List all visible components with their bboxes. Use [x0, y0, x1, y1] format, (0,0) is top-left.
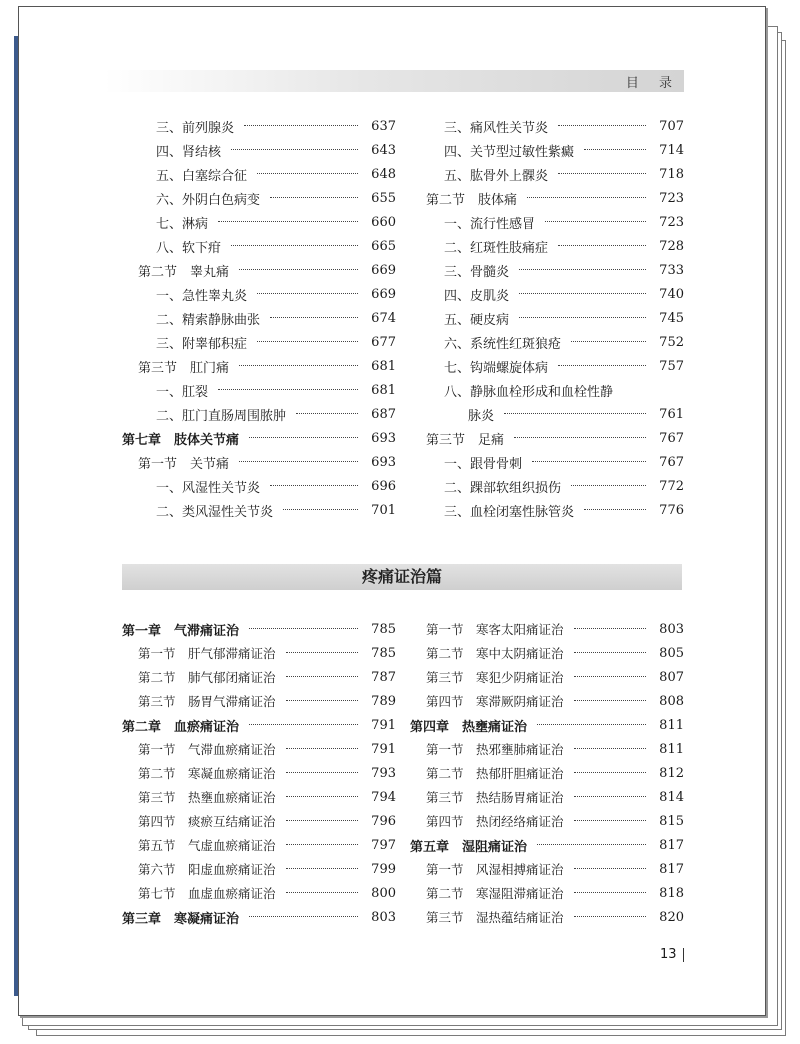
toc-leader-dots [574, 700, 646, 701]
toc-leader-dots [257, 341, 358, 342]
toc-leader-dots [519, 269, 646, 270]
toc-entry-label: 三、附睾郁积症 [156, 336, 248, 352]
toc-entry-label: 第三节 肠胃气滞痛证治 [138, 694, 276, 709]
toc-entry-page: 723 [659, 214, 684, 230]
toc-leader-dots [574, 892, 646, 893]
toc-entry-label: 第一节 关节痛 [138, 456, 230, 472]
toc-entry-label: 五、白塞综合征 [156, 168, 248, 184]
toc-leader-dots [504, 413, 646, 414]
toc-entry-label: 第二节 睾丸痛 [138, 264, 230, 280]
toc-entry [410, 641, 684, 665]
toc-leader-dots [584, 509, 646, 510]
toc-leader-dots [231, 149, 358, 150]
toc-entry-label: 第一节 风湿相搏痛证治 [426, 862, 564, 877]
toc-entry [410, 114, 684, 138]
toc-entry-page: 785 [371, 621, 396, 637]
toc-entry [122, 378, 396, 402]
toc-entry-page: 805 [659, 645, 684, 661]
toc-entry-page: 820 [659, 909, 684, 925]
toc-entry [410, 689, 684, 713]
toc-entry-label: 二、踝部软组织损伤 [444, 480, 562, 496]
toc-entry [122, 282, 396, 306]
toc-entry-page: 793 [371, 765, 396, 781]
toc-entry-label: 四、关节型过敏性紫癜 [444, 144, 575, 160]
toc-entry-label: 八、软下疳 [156, 240, 222, 256]
toc-entry-page: 718 [659, 166, 684, 182]
toc-leader-dots [574, 820, 646, 821]
toc-leader-dots [296, 413, 358, 414]
lower-right-column [410, 617, 684, 929]
toc-leader-dots [527, 197, 646, 198]
toc-entry-page: 669 [371, 286, 396, 302]
toc-entry-label: 第一节 气滞血瘀痛证治 [138, 742, 276, 757]
toc-entry-label: 脉炎 [468, 408, 495, 424]
toc-entry [410, 785, 684, 809]
toc-entry [122, 809, 396, 833]
toc-leader-dots [249, 628, 358, 629]
toc-entry-label: 二、精索静脉曲张 [156, 312, 261, 328]
toc-leader-dots [218, 221, 358, 222]
toc-entry-page: 785 [371, 645, 396, 661]
section-title: 疼痛证治篇 [122, 564, 682, 590]
toc-entry-page: 811 [659, 741, 684, 757]
toc-entry [122, 426, 396, 450]
toc-entry [410, 474, 684, 498]
toc-entry [410, 306, 684, 330]
toc-entry-page: 799 [371, 861, 396, 877]
toc-entry [410, 282, 684, 306]
toc-leader-dots [239, 461, 358, 462]
toc-entry-label: 四、肾结核 [156, 144, 222, 160]
toc-entry [122, 258, 396, 282]
toc-leader-dots [519, 293, 646, 294]
toc-leader-dots [270, 197, 358, 198]
toc-entry-page: 733 [659, 262, 684, 278]
toc-entry [410, 354, 684, 378]
toc-entry-label: 第三节 热壅血瘀痛证治 [138, 790, 276, 805]
toc-entry [410, 881, 684, 905]
toc-entry [122, 689, 396, 713]
toc-entry-label: 一、流行性感冒 [444, 216, 536, 232]
toc-leader-dots [283, 509, 358, 510]
toc-leader-dots [286, 676, 358, 677]
toc-entry [122, 210, 396, 234]
toc-entry-page: 767 [659, 454, 684, 470]
toc-entry [410, 617, 684, 641]
toc-entry-label: 第二节 寒中太阴痛证治 [426, 646, 564, 661]
toc-entry-label: 第二节 寒凝血瘀痛证治 [138, 766, 276, 781]
toc-entry [122, 617, 396, 641]
toc-entry [410, 186, 684, 210]
toc-entry-page: 648 [371, 166, 396, 182]
page-number: 13 [660, 948, 684, 962]
toc-entry [410, 210, 684, 234]
toc-entry-label: 第一节 热邪壅肺痛证治 [426, 742, 564, 757]
toc-entry [122, 905, 396, 929]
toc-entry-label: 五、肱骨外上髁炎 [444, 168, 549, 184]
toc-entry-page: 817 [659, 837, 684, 853]
toc-entry-page: 794 [371, 789, 396, 805]
toc-entry [410, 378, 684, 402]
toc-entry [410, 138, 684, 162]
toc-entry-page: 677 [371, 334, 396, 350]
toc-entry-page: 772 [659, 478, 684, 494]
toc-entry-page: 637 [371, 118, 396, 134]
toc-entry-label: 第三章 寒凝痛证治 [122, 911, 240, 927]
toc-leader-dots [558, 245, 646, 246]
toc-entry-page: 803 [371, 909, 396, 925]
toc-leader-dots [558, 173, 646, 174]
toc-leader-dots [519, 317, 646, 318]
toc-entry-label: 二、类风湿性关节炎 [156, 504, 274, 520]
toc-entry [122, 330, 396, 354]
toc-entry-page: 665 [371, 238, 396, 254]
toc-entry [122, 761, 396, 785]
toc-entry-label: 二、肛门直肠周围脓肿 [156, 408, 287, 424]
toc-entry [122, 737, 396, 761]
toc-leader-dots [270, 317, 358, 318]
toc-leader-dots [532, 461, 646, 462]
toc-entry [410, 450, 684, 474]
toc-leader-dots [537, 724, 646, 725]
toc-entry-label: 第四节 热闭经络痛证治 [426, 814, 564, 829]
toc-entry-page: 687 [371, 406, 396, 422]
toc-entry-page: 740 [659, 286, 684, 302]
toc-entry-page: 800 [371, 885, 396, 901]
toc-entry-page: 757 [659, 358, 684, 374]
toc-entry [410, 498, 684, 522]
toc-entry [410, 905, 684, 929]
toc-entry-page: 643 [371, 142, 396, 158]
toc-entry-label: 八、静脉血栓形成和血栓性静 [444, 384, 614, 400]
toc-leader-dots [257, 173, 358, 174]
toc-entry-label: 三、痛风性关节炎 [444, 120, 549, 136]
toc-entry-label: 三、血栓闭塞性脉管炎 [444, 504, 575, 520]
toc-entry [410, 665, 684, 689]
toc-leader-dots [286, 772, 358, 773]
toc-leader-dots [584, 149, 646, 150]
toc-leader-dots [270, 485, 358, 486]
toc-leader-dots [574, 772, 646, 773]
toc-entry-label: 第七章 肢体关节痛 [122, 432, 240, 448]
toc-entry [122, 785, 396, 809]
toc-entry-page: 655 [371, 190, 396, 206]
toc-entry-label: 第三节 湿热蕴结痛证治 [426, 910, 564, 925]
toc-entry [122, 713, 396, 737]
toc-entry-page: 745 [659, 310, 684, 326]
toc-entry-page: 811 [659, 717, 684, 733]
toc-entry-page: 807 [659, 669, 684, 685]
toc-leader-dots [558, 125, 646, 126]
toc-entry-label: 一、肛裂 [156, 384, 209, 400]
toc-entry-label: 第六节 阳虚血瘀痛证治 [138, 862, 276, 877]
toc-entry [410, 737, 684, 761]
toc-entry [122, 114, 396, 138]
toc-leader-dots [574, 676, 646, 677]
toc-entry-page: 767 [659, 430, 684, 446]
toc-leader-dots [249, 437, 358, 438]
toc-entry-label: 第二节 热郁肝胆痛证治 [426, 766, 564, 781]
header-title: 目 录 [625, 76, 680, 91]
toc-entry-page: 696 [371, 478, 396, 494]
toc-entry-label: 第三节 足痛 [426, 432, 505, 448]
toc-entry-page: 693 [371, 430, 396, 446]
toc-entry-page: 808 [659, 693, 684, 709]
toc-entry [122, 857, 396, 881]
toc-entry-label: 第二节 寒湿阻滞痛证治 [426, 886, 564, 901]
toc-entry [410, 162, 684, 186]
header-bar [104, 70, 684, 92]
toc-leader-dots [286, 796, 358, 797]
toc-entry [410, 833, 684, 857]
toc-leader-dots [218, 389, 358, 390]
toc-entry-page: 714 [659, 142, 684, 158]
toc-leader-dots [231, 245, 358, 246]
toc-leader-dots [571, 485, 646, 486]
toc-entry-label: 第三节 肛门痛 [138, 360, 230, 376]
toc-entry-label: 第二节 肢体痛 [426, 192, 518, 208]
toc-leader-dots [574, 628, 646, 629]
toc-leader-dots [286, 652, 358, 653]
toc-entry-label: 七、淋病 [156, 216, 209, 232]
toc-entry-label: 四、皮肌炎 [444, 288, 510, 304]
toc-entry-page: 681 [371, 358, 396, 374]
toc-leader-dots [257, 293, 358, 294]
toc-entry-label: 第三节 热结肠胃痛证治 [426, 790, 564, 805]
toc-leader-dots [574, 916, 646, 917]
toc-entry-label: 第四章 热壅痛证治 [410, 719, 528, 735]
toc-leader-dots [249, 724, 358, 725]
toc-entry [122, 306, 396, 330]
toc-entry-label: 七、钩端螺旋体病 [444, 360, 549, 376]
toc-entry-page: 701 [371, 502, 396, 518]
toc-entry [410, 258, 684, 282]
toc-leader-dots [239, 269, 358, 270]
toc-entry-page: 812 [659, 765, 684, 781]
toc-entry [122, 402, 396, 426]
toc-entry-label: 五、硬皮病 [444, 312, 510, 328]
toc-entry [122, 665, 396, 689]
toc-entry [122, 641, 396, 665]
toc-entry [122, 354, 396, 378]
lower-left-column [122, 617, 396, 929]
toc-leader-dots [574, 868, 646, 869]
toc-entry-page: 761 [659, 406, 684, 422]
toc-entry-label: 第一节 寒客太阳痛证治 [426, 622, 564, 637]
toc-entry-label: 第七节 血虚血瘀痛证治 [138, 886, 276, 901]
toc-entry-page: 817 [659, 861, 684, 877]
toc-entry-label: 三、前列腺炎 [156, 120, 235, 136]
toc-entry [122, 162, 396, 186]
toc-entry-page: 681 [371, 382, 396, 398]
toc-entry-page: 693 [371, 454, 396, 470]
toc-entry-page: 789 [371, 693, 396, 709]
toc-leader-dots [239, 365, 358, 366]
toc-entry-page: 728 [659, 238, 684, 254]
toc-leader-dots [571, 341, 646, 342]
toc-entry [122, 498, 396, 522]
toc-entry-page: 791 [371, 741, 396, 757]
toc-entry [410, 402, 684, 426]
toc-leader-dots [286, 820, 358, 821]
toc-entry [122, 234, 396, 258]
toc-entry [122, 138, 396, 162]
toc-entry-label: 二、红斑性肢痛症 [444, 240, 549, 256]
toc-entry-page: 787 [371, 669, 396, 685]
toc-entry [122, 833, 396, 857]
toc-entry [410, 809, 684, 833]
toc-leader-dots [574, 748, 646, 749]
toc-entry-label: 第三节 寒犯少阴痛证治 [426, 670, 564, 685]
toc-entry-label: 一、急性睾丸炎 [156, 288, 248, 304]
upper-left-column [122, 114, 396, 522]
toc-entry-page: 818 [659, 885, 684, 901]
upper-right-column [410, 114, 684, 522]
toc-entry [122, 450, 396, 474]
toc-leader-dots [545, 221, 646, 222]
toc-leader-dots [286, 700, 358, 701]
toc-entry [410, 761, 684, 785]
toc-entry [122, 186, 396, 210]
toc-entry-page: 796 [371, 813, 396, 829]
toc-entry-label: 一、跟骨骨刺 [444, 456, 523, 472]
toc-entry-page: 776 [659, 502, 684, 518]
toc-leader-dots [558, 365, 646, 366]
toc-entry-label: 三、骨髓炎 [444, 264, 510, 280]
toc-entry-label: 第五节 气虚血瘀痛证治 [138, 838, 276, 853]
toc-entry [410, 330, 684, 354]
toc-entry [410, 713, 684, 737]
toc-entry-label: 第一章 气滞痛证治 [122, 623, 240, 639]
toc-entry-page: 814 [659, 789, 684, 805]
toc-entry-label: 第四节 寒滞厥阴痛证治 [426, 694, 564, 709]
toc-leader-dots [286, 844, 358, 845]
toc-entry-page: 791 [371, 717, 396, 733]
toc-leader-dots [574, 796, 646, 797]
toc-leader-dots [286, 868, 358, 869]
toc-entry-page: 815 [659, 813, 684, 829]
toc-entry-label: 第一节 肝气郁滞痛证治 [138, 646, 276, 661]
toc-entry-label: 六、系统性红斑狼疮 [444, 336, 562, 352]
toc-entry [410, 234, 684, 258]
toc-leader-dots [249, 916, 358, 917]
toc-entry-page: 752 [659, 334, 684, 350]
toc-entry-page: 674 [371, 310, 396, 326]
toc-leader-dots [244, 125, 358, 126]
toc-entry-label: 一、风湿性关节炎 [156, 480, 261, 496]
toc-leader-dots [286, 748, 358, 749]
toc-leader-dots [537, 844, 646, 845]
toc-entry-page: 797 [371, 837, 396, 853]
toc-entry [122, 474, 396, 498]
toc-leader-dots [574, 652, 646, 653]
toc-entry-page: 660 [371, 214, 396, 230]
toc-entry [122, 881, 396, 905]
toc-entry-label: 六、外阴白色病变 [156, 192, 261, 208]
toc-entry-page: 707 [659, 118, 684, 134]
toc-entry [410, 857, 684, 881]
toc-entry [410, 426, 684, 450]
toc-entry-label: 第四节 痰瘀互结痛证治 [138, 814, 276, 829]
toc-leader-dots [514, 437, 646, 438]
toc-entry-label: 第二章 血瘀痛证治 [122, 719, 240, 735]
toc-entry-page: 723 [659, 190, 684, 206]
toc-leader-dots [286, 892, 358, 893]
toc-entry-label: 第五章 湿阻痛证治 [410, 839, 528, 855]
toc-entry-label: 第二节 肺气郁闭痛证治 [138, 670, 276, 685]
toc-entry-page: 669 [371, 262, 396, 278]
toc-entry-page: 803 [659, 621, 684, 637]
